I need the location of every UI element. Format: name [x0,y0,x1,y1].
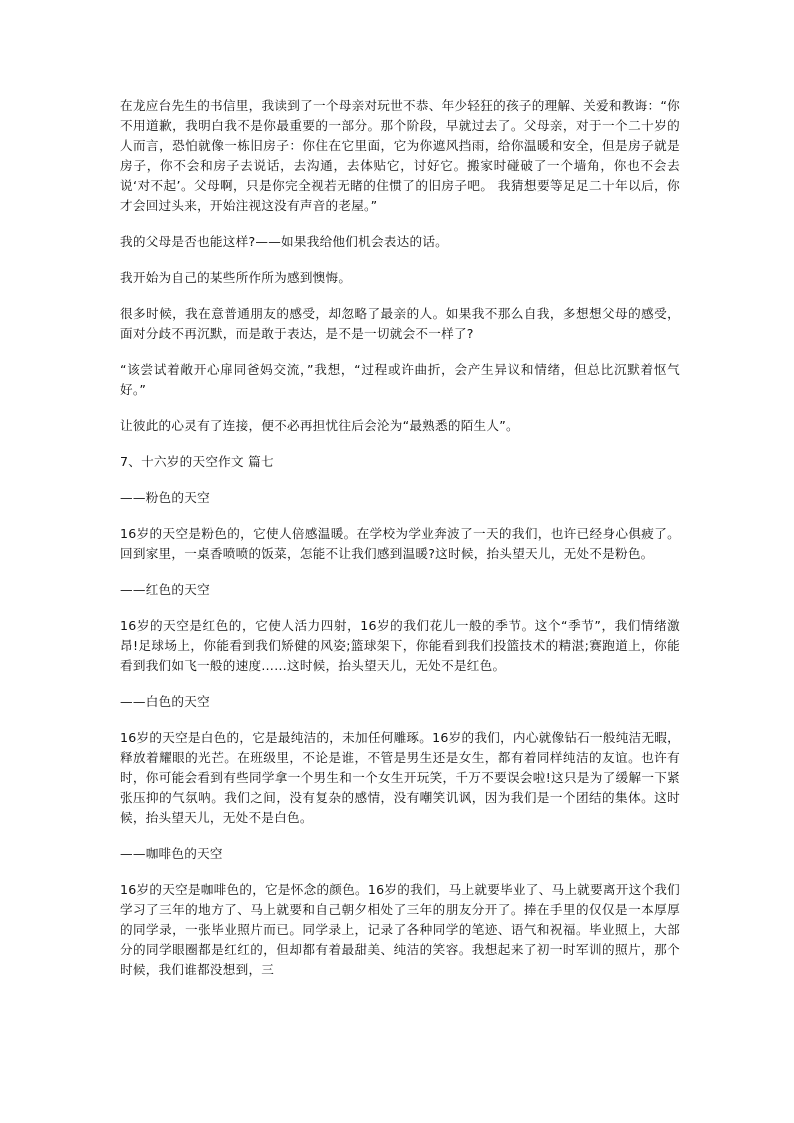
paragraph-letter-quote: 在龙应台先生的书信里，我读到了一个母亲对玩世不恭、年少轻狂的孩子的理解、关爱和教诲：“你不用道歉，我明白我不是你最重要的一部分。那个阶段，早就过去了。父母亲，对于一个二十岁的人而言，恐怕就像一栋旧房子：你住在它里面，它为你遮风挡雨，给你温暖和安全，但是房子就是房子，你不会和房子去说话，去沟通，去体贴它，讨好它。搬家时碰破了一个墙角，你也不会去说‘对不起’。父母啊，只是你完全视若无睹的住惯了的旧房子吧。 我猜想要等足足二十年以后，你才会回过头来，开始注视这没有声音的老屋。” [120,98,680,213]
document-page [120,96,680,980]
paragraph-reflection: 很多时候，我在意普通朋友的感受，却忽略了最亲的人。如果我不那么自我，多想想父母的感受，面对分歧不再沉默，而是敢于表达，是不是一切就会不一样了? [120,306,680,341]
paragraph-white-sky: 16岁的天空是白色的，它是最纯洁的，未加任何雕琢。16岁的我们，内心就像钻石一般纯洁无暇，释放着耀眼的光芒。在班级里，不论是谁，不管是男生还是女生，都有着同样纯洁的友谊。也许有时，你可能会看到有些同学拿一个男生和一个女生开玩笑，千万不要误会啦!这只是为了缓解一下紧张压抑的气氛呐。我们之间，没有复杂的感情，没有嘲笑讥讽，因为我们是一个团结的集体。这时候，抬头望天儿，无处不是白色。 [120,730,680,825]
essay-heading: 7、十六岁的天空作文 篇七 [120,454,274,469]
subheading-pink-sky: ——粉色的天空 [120,490,210,505]
paragraph-red-sky: 16岁的天空是红色的，它使人活力四射，16岁的我们花儿一般的季节。这个“季节”，我们情绪激昂!足球场上，你能看到我们矫健的风姿;篮球架下，你能看到我们投篮技术的精湛;赛跑道上，你能看到我们如飞一般的速度……这时候，抬头望天儿，无处不是红色。 [120,618,680,673]
paragraph-communicate: “该尝试着敞开心扉同爸妈交流，”我想，“过程或许曲折，会产生异议和情绪，但总比沉默着怄气好。” [120,362,680,397]
subheading-coffee-sky: ——咖啡色的天空 [120,846,223,861]
paragraph-connection: 让彼此的心灵有了连接，便不必再担忧往后会沦为“最熟悉的陌生人”。 [120,418,519,433]
paragraph-regret: 我开始为自己的某些所作所为感到懊悔。 [120,270,352,285]
paragraph-coffee-sky: 16岁的天空是咖啡色的，它是怀念的颜色。16岁的我们，马上就要毕业了、马上就要离开这个我们学习了三年的地方了、马上就要和自己朝夕相处了三年的朋友分开了。捧在手里的仅仅是一本厚厚的同学录，一张毕业照片而已。同学录上，记录了各种同学的笔迹、语气和祝福。毕业照上，大部分的同学眼圈都是红红的，但却都有着最甜美、纯洁的笑容。我想起来了初一时军训的照片，那个时候，我们谁都没想到，三 [120,882,680,977]
subheading-white-sky: ——白色的天空 [120,694,210,709]
paragraph-parents-question: 我的父母是否也能这样?——如果我给他们机会表达的话。 [120,234,449,249]
paragraph-pink-sky: 16岁的天空是粉色的，它使人倍感温暖。在学校为学业奔波了一天的我们，也许已经身心俱疲了。回到家里，一桌香喷喷的饭菜，怎能不让我们感到温暖?这时候，抬头望天儿，无处不是粉色。 [120,526,680,561]
subheading-red-sky: ——红色的天空 [120,582,210,597]
